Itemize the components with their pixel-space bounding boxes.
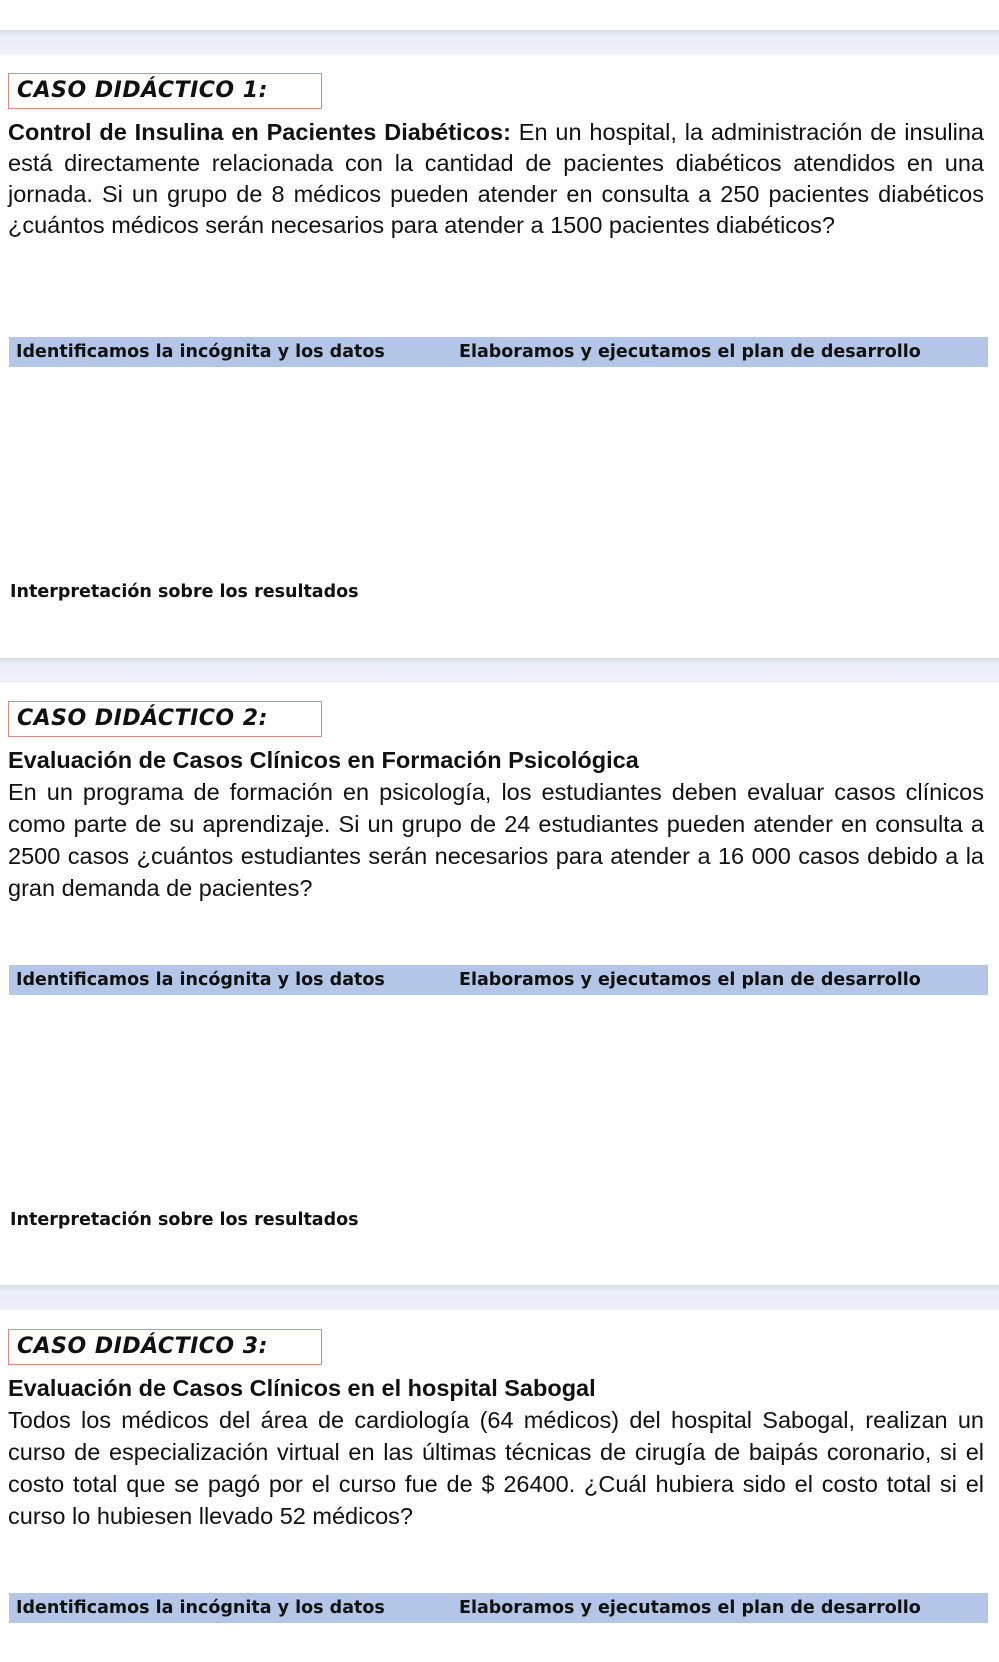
case-body: Todos los médicos del área de cardiología (64 médicos) del hospital Sabogal, realizan un curso de especialización virtual en las últimas técnicas de cirugía de baipás coronario, si el costo total que se pagó por el curso fue de $ 26400. ¿Cuál hubiera sido el costo total si el curso lo hubiesen llevado 52 médicos? (8, 1407, 984, 1529)
case-body: En un programa de formación en psicología, los estudiantes deben evaluar casos clínicos como parte de su aprendizaje. Si un grupo de 24 estudiantes pueden atender en consulta a 2500 casos ¿cuántos estudiantes serán necesarios para atender a 16 000 casos debido a la gran demanda de pacientes? (8, 779, 984, 901)
steps-bar-1 (9, 337, 988, 367)
case-body: En un hospital, la administración de insulina está directamente relacionada con la cantidad de pacientes diabéticos atendidos en una jornada. Si un grupo de 8 médicos pueden atender en consulta a 250 pacientes diabéticos ¿cuántos médicos serán necesarios para atender a 1500 pacientes diabéticos? (8, 119, 984, 238)
case-statement (8, 1372, 984, 1532)
step-identify: Identificamos la incógnita y los datos (16, 1598, 385, 1618)
page-gap (0, 658, 999, 683)
step-plan: Elaboramos y ejecutamos el plan de desarrollo (459, 1598, 921, 1618)
case-title: CASO DIDÁCTICO 1: (8, 73, 322, 109)
page-gap (0, 30, 999, 55)
case-title: CASO DIDÁCTICO 2: (8, 701, 322, 737)
steps-bar-3 (9, 1593, 988, 1623)
case-statement (8, 744, 984, 904)
case-heading: Control de Insulina en Pacientes Diabéticos: (8, 119, 511, 145)
step-plan: Elaboramos y ejecutamos el plan de desarrollo (459, 342, 921, 362)
page-gap (0, 1285, 999, 1310)
steps-bar-2 (9, 965, 988, 995)
case-heading: Evaluación de Casos Clínicos en el hospital Sabogal (8, 1375, 596, 1401)
case-title: CASO DIDÁCTICO 3: (8, 1329, 322, 1365)
step-identify: Identificamos la incógnita y los datos (16, 970, 385, 990)
case-statement (8, 117, 984, 241)
step-interpretation: Interpretación sobre los resultados (10, 1210, 359, 1230)
step-interpretation: Interpretación sobre los resultados (10, 582, 359, 602)
step-identify: Identificamos la incógnita y los datos (16, 342, 385, 362)
case-heading: Evaluación de Casos Clínicos en Formación Psicológica (8, 747, 639, 773)
top-margin (0, 0, 999, 30)
step-plan: Elaboramos y ejecutamos el plan de desarrollo (459, 970, 921, 990)
